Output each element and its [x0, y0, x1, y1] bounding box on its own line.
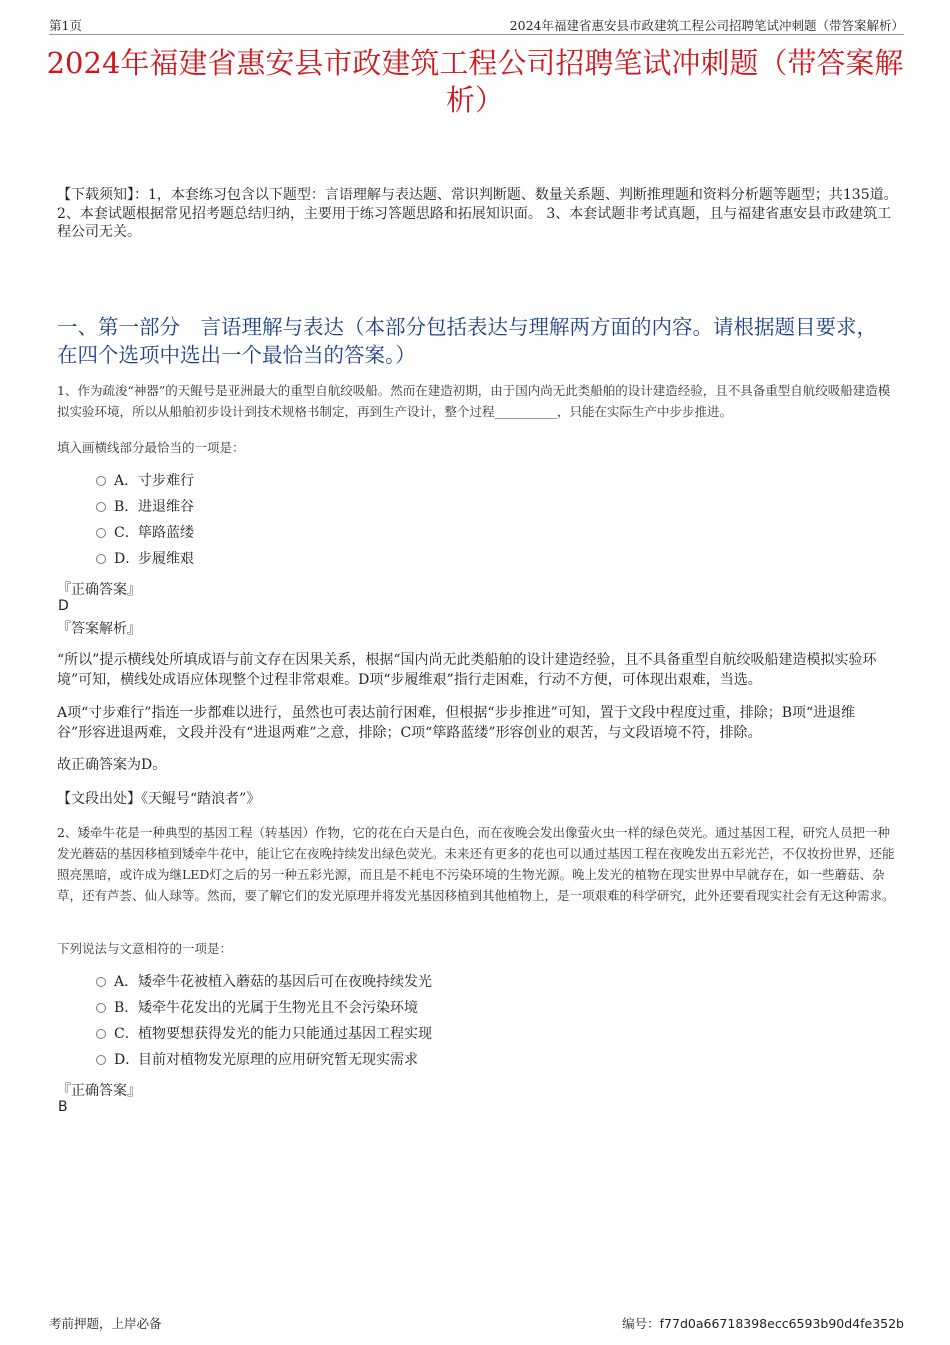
page-header [49, 14, 904, 35]
option-c[interactable]: C．筚路蓝缕 [96, 524, 194, 542]
page-title: 2024年福建省惠安县市政建筑工程公司招聘笔试冲刺题（带答案解析） [46, 46, 904, 117]
option-a[interactable]: A．矮牵牛花被植入蘑菇的基因后可在夜晚持续发光 [96, 973, 432, 991]
analysis-paragraph: “所以”提示横线处所填成语与前文存在因果关系，根据“国内尚无此类船舶的设计建造经验，且不具备重型自航绞吸船建造模拟实验环境”可知，横线处成语应体现整个过程非常艰难。D项“步履维艰”指行走困难，行动不方便，可体现出艰难，当选。 [57, 652, 877, 688]
footer-slogan: 考前押题，上岸必备 [49, 1316, 162, 1331]
question-2-prompt: 下列说法与文意相符的一项是： [57, 941, 233, 956]
option-b[interactable]: B．矮牵牛花发出的光属于生物光且不会污染环境 [96, 999, 418, 1017]
answer-value: B [58, 1099, 68, 1115]
radio-icon[interactable] [96, 1029, 106, 1039]
question-1-prompt: 填入画横线部分最恰当的一项是： [57, 440, 245, 455]
analysis-label: 『答案解析』 [57, 621, 141, 637]
radio-icon[interactable] [96, 554, 106, 564]
download-notice: 【下载须知】：1，本套练习包含以下题型：言语理解与表达题、常识判断题、数量关系题、判断推理题和资料分析题等题型；共135道。 2、本套试题根据常见招考题总结归纳，主要用于练习答题思路和拓展知识面。 3、本套试题非考试真题，且与福建省惠安县市政建筑工程公司无关。 [57, 187, 898, 240]
analysis-paragraph: A项“寸步难行”指连一步都难以进行，虽然也可表达前行困难，但根据“步步推进”可知，置于文段中程度过重，排除；B项“进退维谷”形容进退两难，文段并没有“进退两难”之意，排除；C项“筚路蓝缕”形容创业的艰苦，与文段语境不符，排除。 [57, 705, 856, 741]
radio-icon[interactable] [96, 1055, 106, 1065]
header-doc-title: 2024年福建省惠安县市政建筑工程公司招聘笔试冲刺题（带答案解析） [509, 18, 904, 33]
answer-label: 『正确答案』 [57, 582, 141, 598]
radio-icon[interactable] [96, 1003, 106, 1013]
answer-blank: __________ [494, 404, 558, 419]
radio-icon[interactable] [96, 476, 106, 486]
option-a[interactable]: A．寸步难行 [96, 472, 194, 490]
option-b[interactable]: B．进退维谷 [96, 498, 194, 516]
source-note: 【文段出处】《天鲲号“踏浪者”》 [57, 791, 261, 807]
page-number: 第1页 [49, 18, 82, 33]
answer-label: 『正确答案』 [57, 1083, 141, 1099]
radio-icon[interactable] [96, 977, 106, 987]
radio-icon[interactable] [96, 528, 106, 538]
radio-icon[interactable] [96, 502, 106, 512]
analysis-conclusion: 故正确答案为D。 [57, 757, 167, 773]
answer-value: D [58, 598, 69, 614]
question-2-stem: 2、矮牵牛花是一种典型的基因工程（转基因）作物，它的花在白天是白色，而在夜晚会发出像萤火虫一样的绿色荧光。通过基因工程，研究人员把一种发光蘑菇的基因移植到矮牵牛花中，能让它在夜晚持续发出绿色荧光。未来还有更多的花也可以通过基因工程在夜晚发出五彩光芒，不仅妆扮世界，还能照亮黑暗，或许成为继LED灯之后的另一种五彩光源，而且是不耗电不污染环境的生物光源。晚上发光的植物在现实世界中早就存在，如一些蘑菇、杂草，还有芦荟、仙人球等。然而，要了解它们的发光原理并将发光基因移植到其他植物上，是一项艰难的科学研究，此外还要看现实社会有无这种需求。 [57, 825, 895, 903]
option-d[interactable]: D．步履维艰 [96, 550, 194, 568]
footer-code: 编号：f77d0a66718398ecc6593b90d4fe352b [622, 1316, 904, 1331]
section-heading: 一、第一部分 言语理解与表达（本部分包括表达与理解两方面的内容。请根据题目要求，在四个选项中选出一个最恰当的答案。） [57, 315, 877, 367]
question-1-stem: 1、作为疏浚“神器”的天鲲号是亚洲最大的重型自航绞吸船。然而在建造初期，由于国内尚无此类船舶的设计建造经验，且不具备重型自航绞吸船建造模拟实验环境，所以从船舶初步设计到技术规格书制定，再到生产设计，整个过程__________，只能在实际生产中步步推进。 [57, 383, 891, 419]
option-c[interactable]: C．植物要想获得发光的能力只能通过基因工程实现 [96, 1025, 432, 1043]
option-d[interactable]: D．目前对植物发光原理的应用研究暂无现实需求 [96, 1051, 418, 1069]
